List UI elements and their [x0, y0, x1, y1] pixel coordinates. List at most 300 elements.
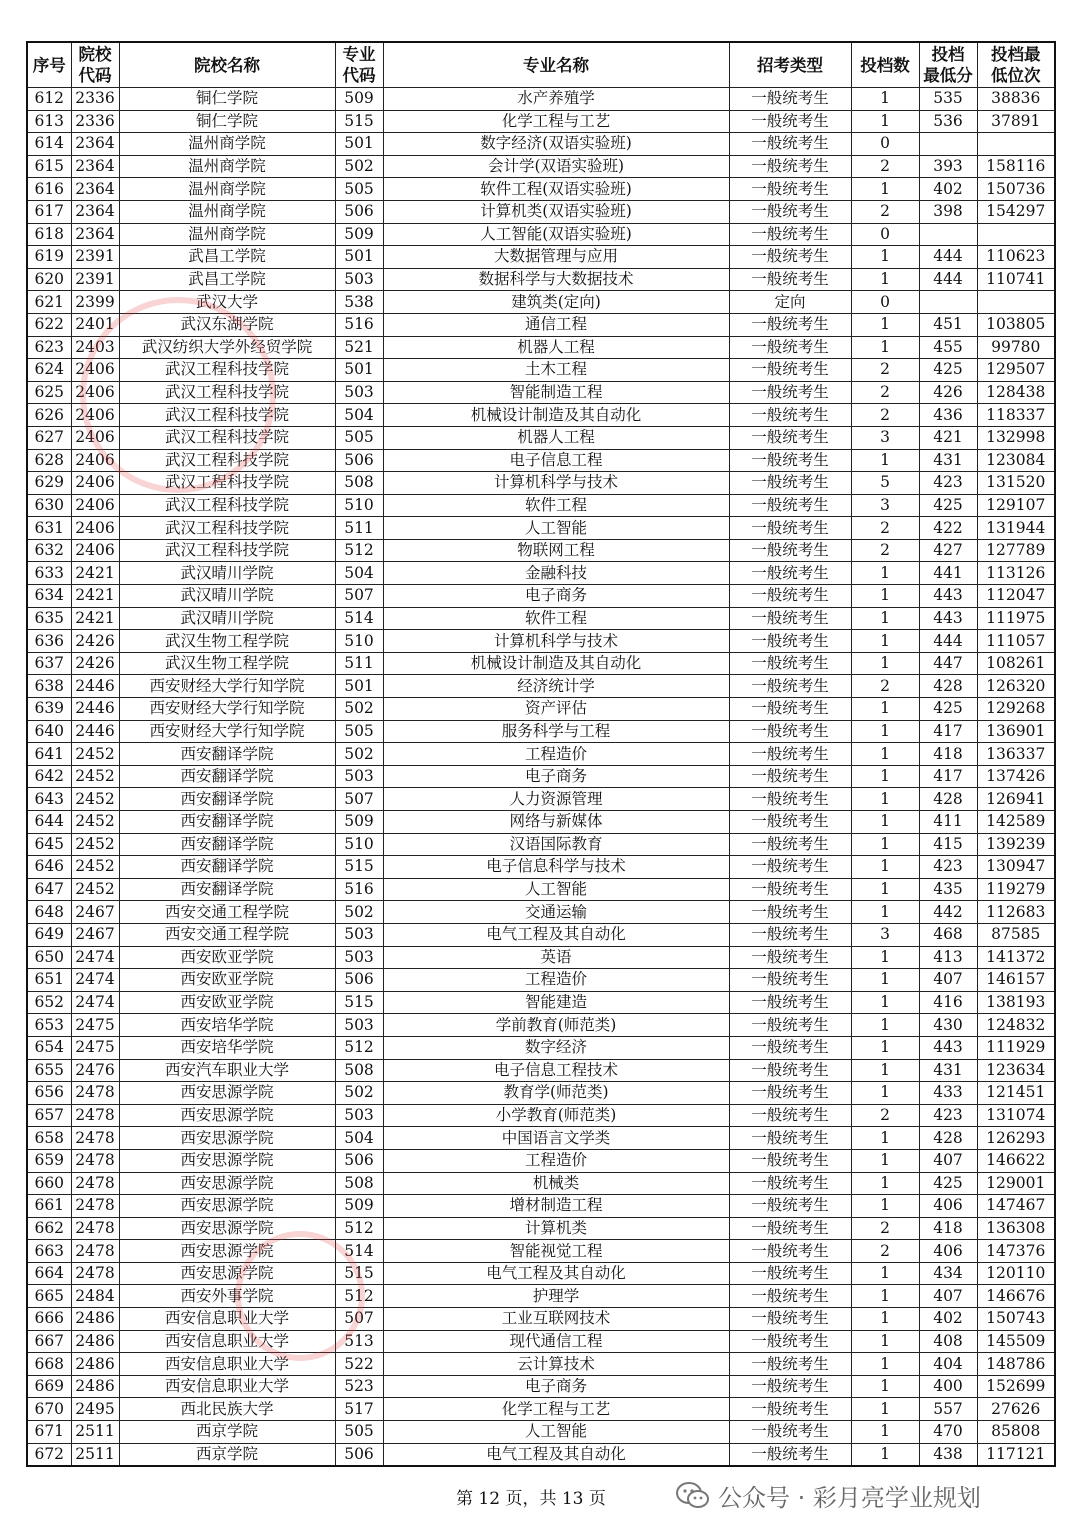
table-row	[27, 223, 1055, 246]
cell-major-name: 数字经济(双语实验班)	[383, 133, 729, 156]
cell-admit-count: 1	[851, 562, 919, 585]
cell-min-rank: 103805	[977, 313, 1055, 336]
header-min-rank	[977, 42, 1055, 88]
cell-major-name: 汉语国际教育	[383, 833, 729, 856]
cell-school-name: 西北民族大学	[119, 1398, 335, 1421]
cell-school-code: 2478	[71, 1195, 119, 1218]
cell-exam-type: 一般统考生	[729, 268, 851, 291]
cell-min-rank: 150736	[977, 178, 1055, 201]
cell-admit-count: 1	[851, 1195, 919, 1218]
cell-seq: 620	[27, 268, 71, 291]
cell-admit-count: 1	[851, 856, 919, 879]
cell-major-code: 503	[335, 765, 383, 788]
cell-min-score: 536	[919, 110, 977, 133]
cell-major-name: 电气工程及其自动化	[383, 923, 729, 946]
cell-admit-count: 2	[851, 359, 919, 382]
cell-major-code: 516	[335, 878, 383, 901]
cell-school-name: 武汉工程科技学院	[119, 472, 335, 495]
cell-exam-type: 一般统考生	[729, 155, 851, 178]
cell-exam-type: 一般统考生	[729, 449, 851, 472]
cell-min-rank: 142589	[977, 811, 1055, 834]
table-row	[27, 1353, 1055, 1376]
header-major-code	[335, 42, 383, 88]
cell-exam-type: 一般统考生	[729, 246, 851, 269]
cell-admit-count: 1	[851, 1059, 919, 1082]
cell-exam-type: 一般统考生	[729, 1014, 851, 1037]
cell-major-name: 金融科技	[383, 562, 729, 585]
cell-major-name: 电子商务	[383, 585, 729, 608]
cell-exam-type: 一般统考生	[729, 336, 851, 359]
cell-seq: 643	[27, 788, 71, 811]
cell-min-score: 425	[919, 494, 977, 517]
cell-major-code: 508	[335, 472, 383, 495]
cell-exam-type: 一般统考生	[729, 630, 851, 653]
cell-major-name: 机器人工程	[383, 426, 729, 449]
table-row	[27, 720, 1055, 743]
cell-seq: 639	[27, 698, 71, 721]
cell-major-code: 514	[335, 607, 383, 630]
cell-min-rank: 111057	[977, 630, 1055, 653]
cell-exam-type: 一般统考生	[729, 675, 851, 698]
cell-major-code: 512	[335, 1217, 383, 1240]
cell-admit-count: 1	[851, 1375, 919, 1398]
cell-major-name: 电子信息科学与技术	[383, 856, 729, 879]
table-row	[27, 1443, 1055, 1466]
cell-exam-type: 一般统考生	[729, 1172, 851, 1195]
cell-seq: 642	[27, 765, 71, 788]
cell-admit-count: 1	[851, 946, 919, 969]
cell-school-name: 武汉生物工程学院	[119, 630, 335, 653]
cell-school-code: 2475	[71, 1036, 119, 1059]
table-row	[27, 946, 1055, 969]
cell-exam-type: 一般统考生	[729, 1398, 851, 1421]
cell-school-code: 2478	[71, 1217, 119, 1240]
cell-admit-count: 2	[851, 1104, 919, 1127]
cell-major-code: 508	[335, 1059, 383, 1082]
cell-exam-type: 一般统考生	[729, 110, 851, 133]
cell-school-name: 西安外事学院	[119, 1285, 335, 1308]
cell-school-code: 2426	[71, 630, 119, 653]
cell-major-code: 512	[335, 1036, 383, 1059]
cell-school-name: 西安欧亚学院	[119, 969, 335, 992]
cell-min-score: 444	[919, 268, 977, 291]
cell-min-rank: 128438	[977, 381, 1055, 404]
cell-min-rank: 145509	[977, 1330, 1055, 1353]
table-row	[27, 1172, 1055, 1195]
admission-table-container	[26, 41, 1054, 1467]
page-number: 第 12 页，共 13 页	[456, 1489, 606, 1509]
cell-min-score: 441	[919, 562, 977, 585]
cell-min-rank: 136337	[977, 743, 1055, 766]
cell-seq: 631	[27, 517, 71, 540]
table-header-row	[27, 42, 1055, 88]
table-row	[27, 291, 1055, 314]
cell-admit-count: 0	[851, 133, 919, 156]
cell-admit-count: 1	[851, 788, 919, 811]
cell-major-code: 517	[335, 1398, 383, 1421]
cell-seq: 663	[27, 1240, 71, 1263]
cell-admit-count: 1	[851, 1127, 919, 1150]
table-row	[27, 1421, 1055, 1444]
table-row	[27, 449, 1055, 472]
cell-admit-count: 1	[851, 336, 919, 359]
cell-school-code: 2406	[71, 517, 119, 540]
cell-major-code: 502	[335, 743, 383, 766]
cell-exam-type: 一般统考生	[729, 946, 851, 969]
cell-exam-type: 一般统考生	[729, 969, 851, 992]
cell-major-name: 软件工程	[383, 494, 729, 517]
cell-exam-type: 一般统考生	[729, 313, 851, 336]
cell-school-name: 武汉工程科技学院	[119, 381, 335, 404]
cell-school-name: 西安交通工程学院	[119, 923, 335, 946]
cell-admit-count: 1	[851, 765, 919, 788]
cell-major-name: 计算机科学与技术	[383, 472, 729, 495]
cell-exam-type: 一般统考生	[729, 381, 851, 404]
cell-min-score: 416	[919, 991, 977, 1014]
cell-school-code: 2478	[71, 1262, 119, 1285]
cell-major-name: 现代通信工程	[383, 1330, 729, 1353]
header-min-score	[919, 42, 977, 88]
cell-school-code: 2486	[71, 1330, 119, 1353]
cell-admit-count: 1	[851, 1172, 919, 1195]
table-row	[27, 1036, 1055, 1059]
cell-school-code: 2401	[71, 313, 119, 336]
cell-min-score: 468	[919, 923, 977, 946]
cell-admit-count: 0	[851, 291, 919, 314]
cell-min-score: 408	[919, 1330, 977, 1353]
cell-exam-type: 一般统考生	[729, 652, 851, 675]
header-line: 序号	[32, 55, 66, 75]
cell-seq: 616	[27, 178, 71, 201]
cell-min-score: 406	[919, 1240, 977, 1263]
cell-school-code: 2478	[71, 1149, 119, 1172]
cell-school-name: 温州商学院	[119, 200, 335, 223]
cell-min-score: 443	[919, 585, 977, 608]
cell-min-rank: 123084	[977, 449, 1055, 472]
cell-school-name: 西安财经大学行知学院	[119, 720, 335, 743]
cell-major-code: 505	[335, 178, 383, 201]
table-row	[27, 743, 1055, 766]
page-footer	[0, 1482, 1080, 1512]
header-line: 代码	[78, 66, 112, 85]
cell-min-rank	[977, 291, 1055, 314]
cell-school-name: 西安信息职业大学	[119, 1375, 335, 1398]
cell-major-code: 516	[335, 313, 383, 336]
cell-min-score: 417	[919, 765, 977, 788]
cell-school-code: 2336	[71, 110, 119, 133]
cell-exam-type: 一般统考生	[729, 494, 851, 517]
cell-school-name: 西安信息职业大学	[119, 1308, 335, 1331]
cell-admit-count: 1	[851, 1285, 919, 1308]
cell-school-code: 2364	[71, 200, 119, 223]
cell-school-code: 2421	[71, 585, 119, 608]
cell-major-name: 计算机类	[383, 1217, 729, 1240]
cell-min-score: 428	[919, 675, 977, 698]
cell-min-score: 407	[919, 1285, 977, 1308]
cell-exam-type: 一般统考生	[729, 878, 851, 901]
cell-major-name: 物联网工程	[383, 539, 729, 562]
cell-seq: 666	[27, 1308, 71, 1331]
cell-seq: 649	[27, 923, 71, 946]
cell-school-name: 武汉工程科技学院	[119, 426, 335, 449]
cell-major-name: 工程造价	[383, 1149, 729, 1172]
table-row	[27, 359, 1055, 382]
cell-major-name: 护理学	[383, 1285, 729, 1308]
cell-seq: 633	[27, 562, 71, 585]
cell-admit-count: 2	[851, 155, 919, 178]
cell-min-rank: 131944	[977, 517, 1055, 540]
cell-school-code: 2474	[71, 991, 119, 1014]
cell-school-name: 西京学院	[119, 1421, 335, 1444]
cell-min-rank: 99780	[977, 336, 1055, 359]
cell-seq: 650	[27, 946, 71, 969]
cell-exam-type: 一般统考生	[729, 426, 851, 449]
cell-min-score	[919, 291, 977, 314]
cell-admit-count: 1	[851, 1330, 919, 1353]
header-line: 投档	[931, 45, 965, 64]
cell-school-code: 2364	[71, 223, 119, 246]
cell-school-name: 武汉工程科技学院	[119, 404, 335, 427]
cell-major-name: 会计学(双语实验班)	[383, 155, 729, 178]
cell-min-rank: 110741	[977, 268, 1055, 291]
cell-school-name: 西安思源学院	[119, 1082, 335, 1105]
cell-major-code: 510	[335, 630, 383, 653]
cell-min-rank: 108261	[977, 652, 1055, 675]
cell-seq: 627	[27, 426, 71, 449]
cell-major-name: 资产评估	[383, 698, 729, 721]
cell-min-rank: 113126	[977, 562, 1055, 585]
cell-seq: 661	[27, 1195, 71, 1218]
cell-exam-type: 一般统考生	[729, 607, 851, 630]
cell-min-score: 423	[919, 856, 977, 879]
cell-min-score: 418	[919, 1217, 977, 1240]
cell-admit-count: 2	[851, 539, 919, 562]
cell-min-rank: 132998	[977, 426, 1055, 449]
table-row	[27, 652, 1055, 675]
cell-min-rank: 119279	[977, 878, 1055, 901]
cell-min-score: 407	[919, 969, 977, 992]
table-row	[27, 472, 1055, 495]
cell-exam-type: 一般统考生	[729, 1127, 851, 1150]
cell-school-code: 2406	[71, 426, 119, 449]
cell-min-rank: 150743	[977, 1308, 1055, 1331]
cell-school-code: 2467	[71, 923, 119, 946]
cell-min-rank: 129268	[977, 698, 1055, 721]
table-row	[27, 539, 1055, 562]
cell-school-name: 西安思源学院	[119, 1262, 335, 1285]
cell-major-name: 工程造价	[383, 743, 729, 766]
cell-school-code: 2364	[71, 178, 119, 201]
cell-min-score: 535	[919, 88, 977, 111]
table-row	[27, 1285, 1055, 1308]
cell-seq: 660	[27, 1172, 71, 1195]
cell-major-code: 506	[335, 1443, 383, 1466]
cell-school-code: 2511	[71, 1443, 119, 1466]
cell-major-name: 云计算技术	[383, 1353, 729, 1376]
cell-min-rank: 141372	[977, 946, 1055, 969]
cell-min-rank: 146676	[977, 1285, 1055, 1308]
cell-admit-count: 2	[851, 381, 919, 404]
cell-admit-count: 0	[851, 223, 919, 246]
header-major-name	[383, 42, 729, 88]
cell-exam-type: 一般统考生	[729, 833, 851, 856]
cell-major-name: 网络与新媒体	[383, 811, 729, 834]
cell-major-name: 软件工程(双语实验班)	[383, 178, 729, 201]
cell-major-name: 计算机科学与技术	[383, 630, 729, 653]
cell-major-code: 506	[335, 1149, 383, 1172]
cell-exam-type: 一般统考生	[729, 1353, 851, 1376]
cell-min-rank: 124832	[977, 1014, 1055, 1037]
cell-exam-type: 一般统考生	[729, 88, 851, 111]
cell-major-name: 电气工程及其自动化	[383, 1262, 729, 1285]
cell-major-code: 512	[335, 1285, 383, 1308]
cell-exam-type: 一般统考生	[729, 698, 851, 721]
cell-major-code: 509	[335, 1195, 383, 1218]
cell-min-score: 407	[919, 1149, 977, 1172]
cell-exam-type: 一般统考生	[729, 1149, 851, 1172]
cell-school-code: 2403	[71, 336, 119, 359]
header-line: 院校名称	[194, 55, 260, 75]
cell-school-code: 2406	[71, 494, 119, 517]
wechat-icon	[676, 1481, 710, 1511]
cell-school-name: 西安欧亚学院	[119, 946, 335, 969]
table-row	[27, 1149, 1055, 1172]
cell-min-score: 431	[919, 449, 977, 472]
cell-major-name: 智能视觉工程	[383, 1240, 729, 1263]
cell-seq: 628	[27, 449, 71, 472]
cell-admit-count: 1	[851, 901, 919, 924]
cell-major-code: 505	[335, 1421, 383, 1444]
cell-admit-count: 1	[851, 1353, 919, 1376]
table-row	[27, 426, 1055, 449]
cell-school-code: 2399	[71, 291, 119, 314]
cell-major-code: 506	[335, 200, 383, 223]
cell-school-code: 2475	[71, 1014, 119, 1037]
cell-school-name: 武汉工程科技学院	[119, 494, 335, 517]
cell-min-score: 406	[919, 1195, 977, 1218]
table-row	[27, 811, 1055, 834]
cell-major-name: 机械设计制造及其自动化	[383, 652, 729, 675]
cell-min-rank: 148786	[977, 1353, 1055, 1376]
cell-major-name: 软件工程	[383, 607, 729, 630]
cell-major-name: 增材制造工程	[383, 1195, 729, 1218]
cell-major-code: 501	[335, 246, 383, 269]
cell-admit-count: 1	[851, 585, 919, 608]
cell-min-rank: 38836	[977, 88, 1055, 111]
cell-exam-type: 一般统考生	[729, 472, 851, 495]
header-line: 低位次	[991, 66, 1041, 85]
cell-major-name: 机器人工程	[383, 336, 729, 359]
cell-school-name: 西安翻译学院	[119, 833, 335, 856]
cell-min-rank: 117121	[977, 1443, 1055, 1466]
cell-min-rank: 118337	[977, 404, 1055, 427]
cell-school-code: 2452	[71, 743, 119, 766]
cell-school-code: 2474	[71, 946, 119, 969]
cell-min-rank: 139239	[977, 833, 1055, 856]
cell-seq: 625	[27, 381, 71, 404]
cell-min-score: 470	[919, 1421, 977, 1444]
cell-admit-count: 1	[851, 110, 919, 133]
table-row	[27, 1375, 1055, 1398]
cell-school-name: 西安财经大学行知学院	[119, 698, 335, 721]
wechat-account	[676, 1478, 981, 1513]
cell-seq: 615	[27, 155, 71, 178]
cell-seq: 652	[27, 991, 71, 1014]
cell-min-rank: 152699	[977, 1375, 1055, 1398]
cell-min-score: 415	[919, 833, 977, 856]
cell-school-name: 西安翻译学院	[119, 856, 335, 879]
table-row	[27, 969, 1055, 992]
cell-school-code: 2426	[71, 652, 119, 675]
cell-seq: 646	[27, 856, 71, 879]
cell-min-score: 421	[919, 426, 977, 449]
cell-school-code: 2406	[71, 359, 119, 382]
table-row	[27, 381, 1055, 404]
cell-seq: 623	[27, 336, 71, 359]
cell-major-name: 机械设计制造及其自动化	[383, 404, 729, 427]
cell-school-name: 西安财经大学行知学院	[119, 675, 335, 698]
cell-major-code: 502	[335, 1082, 383, 1105]
cell-min-rank: 136308	[977, 1217, 1055, 1240]
cell-admit-count: 2	[851, 1217, 919, 1240]
cell-min-score: 423	[919, 472, 977, 495]
cell-seq: 667	[27, 1330, 71, 1353]
cell-seq: 672	[27, 1443, 71, 1466]
cell-seq: 635	[27, 607, 71, 630]
cell-school-name: 武汉工程科技学院	[119, 359, 335, 382]
cell-admit-count: 1	[851, 1421, 919, 1444]
cell-admit-count: 1	[851, 833, 919, 856]
cell-min-rank: 129001	[977, 1172, 1055, 1195]
cell-seq: 671	[27, 1421, 71, 1444]
cell-exam-type: 一般统考生	[729, 743, 851, 766]
table-row	[27, 607, 1055, 630]
cell-exam-type: 一般统考生	[729, 517, 851, 540]
cell-exam-type: 一般统考生	[729, 223, 851, 246]
cell-min-score: 402	[919, 1308, 977, 1331]
cell-min-rank: 121451	[977, 1082, 1055, 1105]
cell-school-code: 2486	[71, 1308, 119, 1331]
cell-exam-type: 一般统考生	[729, 1375, 851, 1398]
cell-exam-type: 一般统考生	[729, 404, 851, 427]
table-row	[27, 200, 1055, 223]
cell-min-score: 444	[919, 246, 977, 269]
cell-school-code: 2446	[71, 675, 119, 698]
table-row	[27, 1195, 1055, 1218]
cell-seq: 655	[27, 1059, 71, 1082]
cell-min-rank: 126320	[977, 675, 1055, 698]
table-row	[27, 1217, 1055, 1240]
cell-school-name: 武汉工程科技学院	[119, 539, 335, 562]
cell-min-score: 418	[919, 743, 977, 766]
cell-admit-count: 1	[851, 268, 919, 291]
cell-school-code: 2452	[71, 833, 119, 856]
cell-admit-count: 1	[851, 607, 919, 630]
cell-admit-count: 1	[851, 1149, 919, 1172]
cell-seq: 640	[27, 720, 71, 743]
table-row	[27, 1330, 1055, 1353]
cell-min-rank: 127789	[977, 539, 1055, 562]
table-row	[27, 517, 1055, 540]
cell-admit-count: 3	[851, 426, 919, 449]
cell-major-code: 510	[335, 494, 383, 517]
cell-major-code: 513	[335, 1330, 383, 1353]
table-row	[27, 494, 1055, 517]
cell-major-code: 506	[335, 449, 383, 472]
cell-school-name: 西安信息职业大学	[119, 1353, 335, 1376]
cell-school-code: 2478	[71, 1172, 119, 1195]
cell-school-code: 2478	[71, 1240, 119, 1263]
